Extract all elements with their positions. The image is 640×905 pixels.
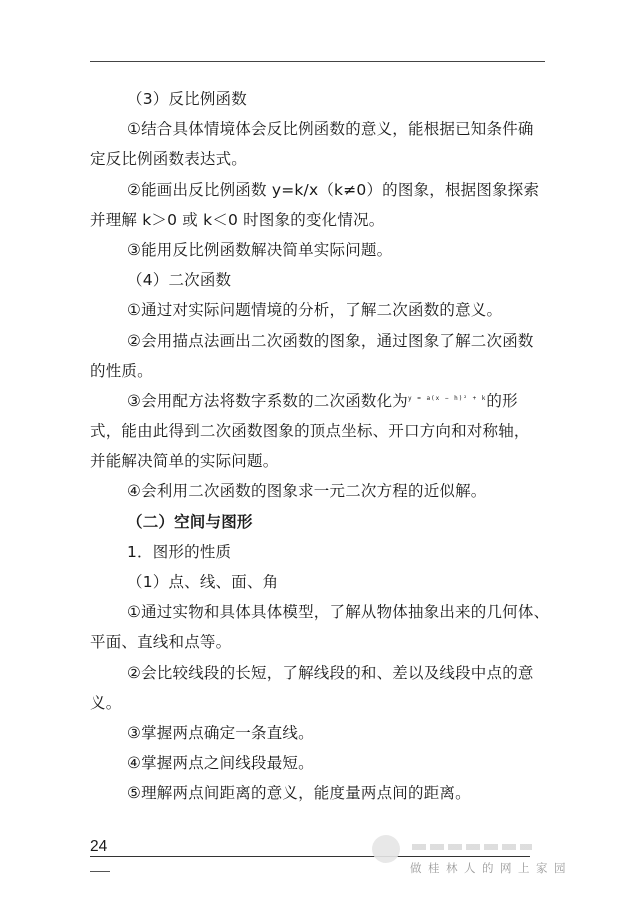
footer-rule xyxy=(90,856,530,857)
paragraph-line: 定反比例函数表达式。 xyxy=(90,150,248,169)
paragraph-line: 的性质。 xyxy=(90,361,153,380)
section-heading: （4）二次函数 xyxy=(127,271,232,290)
paragraph-line: 平面、直线和点等。 xyxy=(90,633,232,652)
paragraph-line: ②会用描点法画出二次函数的图象，通过图象了解二次函数 xyxy=(127,331,534,350)
paragraph-text: ③会用配方法将数字系数的二次函数化为 xyxy=(127,391,408,410)
vertex-form-formula: y = a(x − h)² + k xyxy=(408,395,487,403)
section-heading: 1．图形的性质 xyxy=(127,542,232,561)
paragraph-line: 式，能由此得到二次函数图象的顶点坐标、开口方向和对称轴， xyxy=(90,422,530,441)
paragraph-line-with-formula xyxy=(90,386,550,416)
paragraph-line: ①通过实物和具体具体模型，了解从物体抽象出来的几何体、 xyxy=(127,603,550,622)
section-heading: （3）反比例函数 xyxy=(127,90,247,108)
paragraph-line: ③掌握两点确定一条直线。 xyxy=(127,723,314,742)
paragraph-line: 并理解 k＞0 或 k＜0 时图象的变化情况。 xyxy=(90,210,385,229)
chapter-heading: （二）空间与图形 xyxy=(127,512,253,531)
paragraph-line: ②能画出反比例函数 y=k/x（k≠0）的图象，根据图象探索 xyxy=(127,180,540,199)
page-number-dash xyxy=(90,871,110,872)
paragraph-line: 并能解决简单的实际问题。 xyxy=(90,452,279,471)
paragraph-line: ①通过对实际问题情境的分析，了解二次函数的意义。 xyxy=(127,301,503,320)
paragraph-line: ①结合具体情境体会反比例函数的意义，能根据已知条件确 xyxy=(127,120,534,139)
paragraph-line: ⑤理解两点间距离的意义，能度量两点间的距离。 xyxy=(127,784,471,803)
paragraph-line: ③能用反比例函数解决简单实际问题。 xyxy=(127,240,393,259)
watermark-graphic xyxy=(412,844,532,850)
paragraph-line: ②会比较线段的长短，了解线段的和、差以及线段中点的意 xyxy=(127,663,534,682)
header-rule xyxy=(90,61,545,62)
paragraph-text: 的形 xyxy=(486,391,518,410)
paragraph-line: ④会利用二次函数的图象求一元二次方程的近似解。 xyxy=(127,482,487,501)
paragraph-line: ④掌握两点之间线段最短。 xyxy=(127,754,314,773)
watermark-text: 做桂林人的网上家园 xyxy=(410,861,572,875)
paragraph-line: 义。 xyxy=(90,693,122,712)
section-heading: （1）点、线、面、角 xyxy=(127,573,279,591)
page-number: 24 xyxy=(90,838,108,855)
document-body xyxy=(90,84,550,809)
watermark-logo-icon xyxy=(372,835,400,863)
